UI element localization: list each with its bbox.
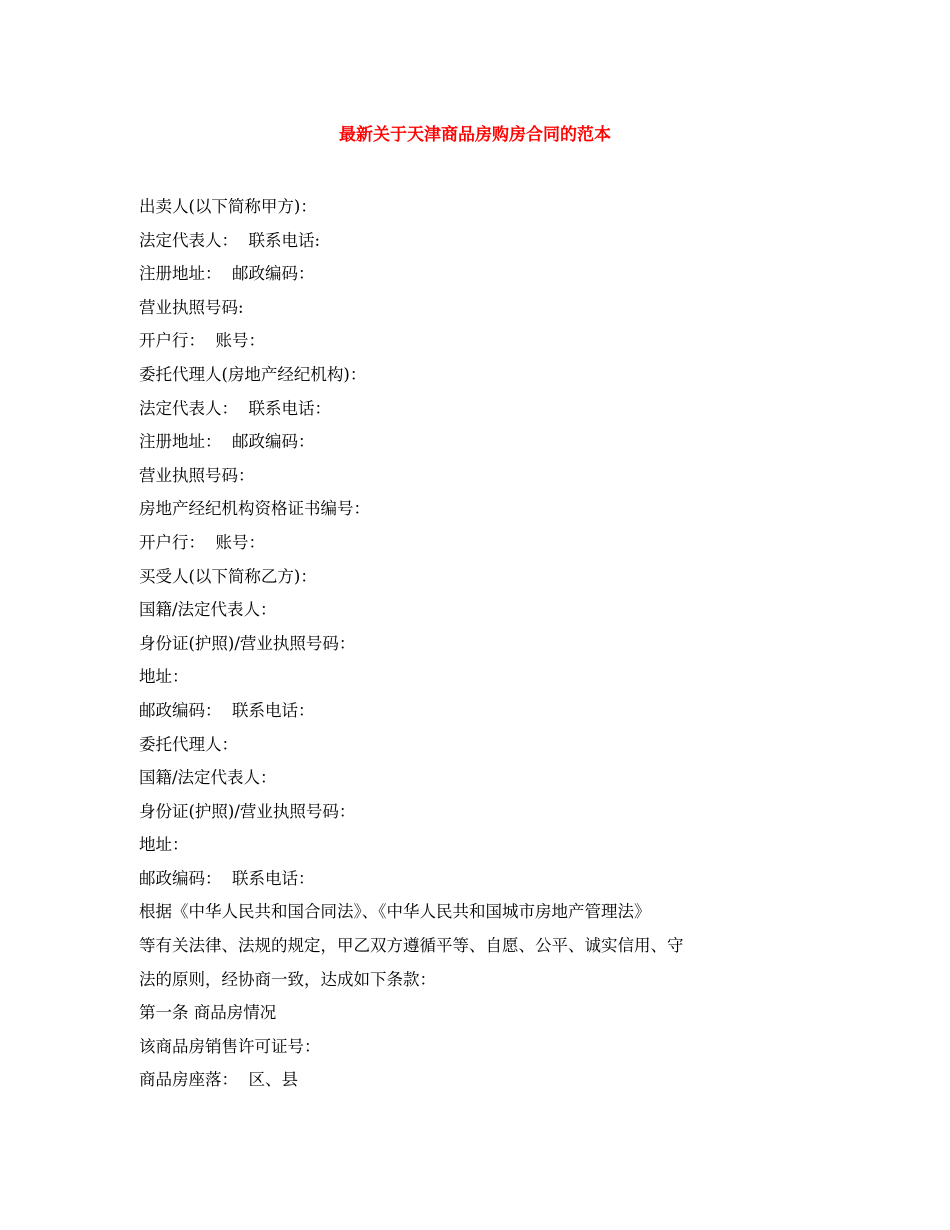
article-heading: 第一条 商品房情况 [139,1003,277,1023]
agent-line: 委托代理人(房地产经纪机构)： [139,364,367,384]
buyer-address-line: 地址： [139,667,189,687]
buyer-nationality-line: 国籍/法定代表人： [139,600,277,620]
buyer-contact-line: 邮政编码： 联系电话： [139,700,315,720]
buyer-line: 买受人(以下简称乙方)： [139,566,317,586]
location-line: 商品房座落： 区、县 [139,1070,298,1090]
seller-bank-line: 开户行： 账号： [139,331,265,351]
document-body [139,190,779,1097]
agent-certificate-line: 房地产经纪机构资格证书编号： [139,499,370,519]
seller-line: 出卖人(以下简称甲方)： [139,197,317,216]
buyer-agent-id-line: 身份证(护照)/营业执照号码： [139,801,356,821]
permit-line: 该商品房销售许可证号： [139,1036,321,1056]
agent-address-line: 注册地址： 邮政编码： [139,432,315,452]
buyer-agent-nationality-line: 国籍/法定代表人： [139,768,277,788]
buyer-id-line: 身份证(护照)/营业执照号码： [139,633,356,653]
agent-bank-line: 开户行： 账号： [139,532,265,552]
preamble-line: 等有关法律、法规的规定，甲乙双方遵循平等、自愿、公平、诚实信用、守 [139,936,684,956]
buyer-agent-line: 委托代理人： [139,734,238,754]
agent-license-line: 营业执照号码： [139,465,255,485]
preamble-line: 法的原则，经协商一致，达成如下条款： [139,969,436,989]
agent-legal-rep-line: 法定代表人： 联系电话： [139,398,331,418]
seller-legal-rep-line: 法定代表人： 联系电话: [139,230,321,250]
buyer-agent-contact-line: 邮政编码： 联系电话： [139,868,315,888]
document-title: 最新关于天津商品房购房合同的范本 [339,125,611,145]
seller-license-line: 营业执照号码: [139,297,244,317]
seller-address-line: 注册地址： 邮政编码： [139,264,315,284]
buyer-agent-address-line: 地址： [139,835,189,855]
preamble-line: 根据《中华人民共和国合同法》、《中华人民共和国城市房地产管理法》 [139,902,651,922]
